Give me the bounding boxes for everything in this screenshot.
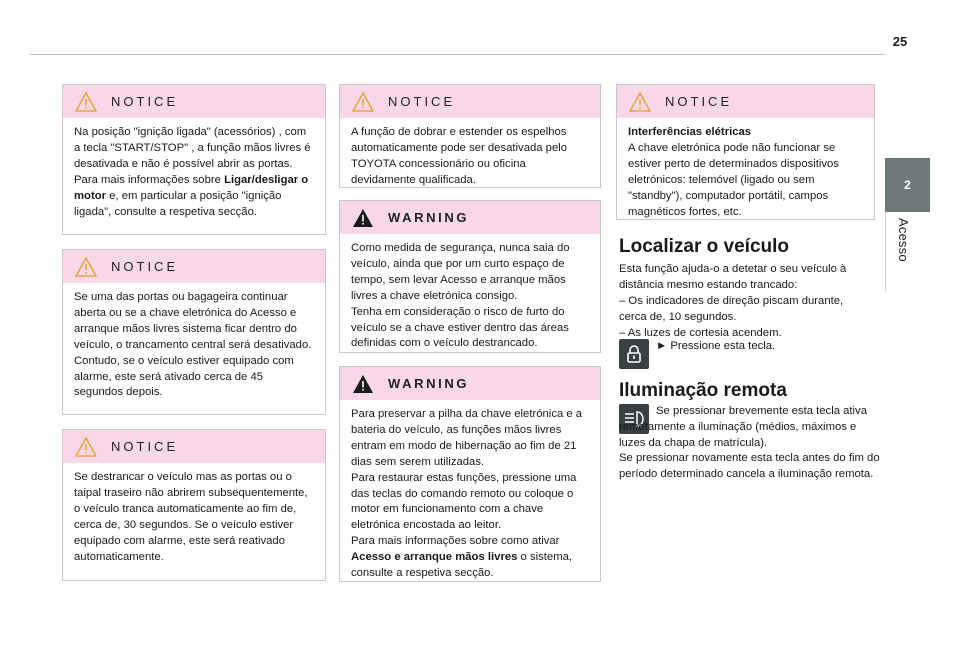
notice-text: Na posição "ignição ligada" (acessórios) , com a tecla "START/STOP" , a função mãos livres é desativada e não é possível abrir as portas.: [74, 126, 311, 170]
chapter-tab[interactable]: 2: [885, 158, 930, 212]
caution-triangle-icon: [629, 92, 651, 112]
chapter-label: Acesso: [896, 218, 911, 262]
warning-box-key: [339, 200, 601, 353]
section-title-locate: Localizar o veículo: [619, 236, 789, 257]
notice-text: Contudo, se o veículo estiver equipado com alarme, este será ativado cerca de 45 segundos depois.: [74, 354, 294, 399]
locate-item: – As luzes de cortesia acendem.: [619, 326, 782, 339]
warning-triangle-icon: [352, 374, 374, 394]
locate-step: ► Pressione esta tecla.: [656, 340, 776, 352]
lighting-text-2: Se pressionar novamente esta tecla antes do fim do período determinado cancela a iluminação remota.: [619, 452, 880, 480]
notice-body: [340, 118, 600, 189]
notice-header: [340, 85, 600, 118]
notice-header: [63, 430, 325, 463]
notice-box-interference: [616, 84, 875, 220]
caution-triangle-icon: [352, 92, 374, 112]
top-rule: [30, 54, 885, 55]
warning-text: Para restaurar estas funções, pressione uma das teclas do comando remoto ou coloque o motor em funcionamento com a chave eletrónica encostada ao leitor.: [351, 471, 577, 532]
notice-text: Para mais informações sobre Ligar/desligar o motor e, em particular a posição "ignição ligada", consulte a respetiva secção.: [74, 173, 309, 218]
notice-header: [617, 85, 874, 118]
notice-box-mirrors: [339, 84, 601, 188]
caution-triangle-icon: [75, 437, 97, 457]
warning-text: Como medida de segurança, nunca saia do veículo, ainda que por um curto espaço de tempo, sem levar Acesso e arranque mãos livres a chave eletrónica consigo.: [351, 242, 570, 302]
locate-intro: Esta função ajuda-o a detetar o seu veículo à distância mesmo estando trancado:: [619, 263, 847, 291]
warning-title: WARNING: [388, 376, 470, 391]
lock-key-icon: [619, 339, 649, 369]
notice-title: NOTICE: [665, 94, 733, 109]
warning-body: [340, 234, 600, 352]
notice-text: A função de dobrar e estender os espelhos automaticamente pode ser desativada pelo TOYOTA concessionário ou oficina devidamente qualificada.: [351, 126, 568, 186]
notice-body: [63, 283, 325, 401]
notice-box-auto-relock: [62, 429, 326, 581]
notice-header: [63, 85, 325, 118]
notice-header: [63, 250, 325, 283]
notice-body: [63, 463, 325, 565]
locate-item: – Os indicadores de direção piscam durante, cerca de, 10 segundos.: [619, 294, 844, 323]
locate-text: [619, 262, 869, 342]
notice-title: NOTICE: [388, 94, 456, 109]
notice-title: NOTICE: [111, 94, 179, 109]
warning-text: Tenha em consideração o risco de furto do veículo se a chave estiver dentro das áreas definidas com o veículo destrancado.: [351, 305, 569, 350]
page-number: 25: [892, 34, 908, 49]
notice-title: NOTICE: [111, 439, 179, 454]
notice-body: [63, 118, 325, 220]
notice-text: A chave eletrónica pode não funcionar se estiver perto de determinados dispositivos eletrónicos: telemóvel (ligado ou sem "standby"), computador portátil, campos magnéticos fortes, etc.: [628, 141, 839, 218]
notice-box-ignition: [62, 84, 326, 235]
warning-title: WARNING: [388, 210, 470, 225]
section-title-lighting: Iluminação remota: [619, 380, 787, 401]
notice-box-central-lock: [62, 249, 326, 415]
warning-body: [340, 400, 600, 582]
warning-triangle-icon: [352, 208, 374, 228]
caution-triangle-icon: [75, 92, 97, 112]
warning-text: Para mais informações sobre como ativar Acesso e arranque mãos livres o sistema, consulte a respetiva secção.: [351, 535, 573, 580]
lighting-text-1: Se pressionar brevemente esta tecla ativa remotamente a iluminação (médios, máximos e luzes da chapa de matrícula).: [619, 405, 867, 449]
notice-text: Se uma das portas ou bagageira continuar aberta ou se a chave eletrónica do Acesso e arranque mãos livres sistema ficar dentro do veículo, o trancamento central será desativado.: [74, 291, 312, 351]
caution-triangle-icon: [75, 257, 97, 277]
warning-box-battery: [339, 366, 601, 582]
warning-header: [340, 201, 600, 234]
side-rule: [885, 212, 886, 292]
notice-title: NOTICE: [111, 259, 179, 274]
notice-body: [617, 118, 874, 220]
notice-heading: Interferências elétricas: [628, 126, 752, 138]
notice-text: Se destrancar o veículo mas as portas ou o taipal traseiro não abrirem subsequentemente, o veículo tranca automaticamente ao fim de, cerca de, 30 segundos. Se o veículo estiver equipado com alarme, este será reativado automaticamente.: [74, 471, 308, 563]
warning-text: Para preservar a pilha da chave eletrónica e a bateria do veículo, as funções mãos livres entram em modo de hibernação ao fim de 21 dias sem serem utilizadas.: [351, 408, 583, 468]
warning-header: [340, 367, 600, 400]
